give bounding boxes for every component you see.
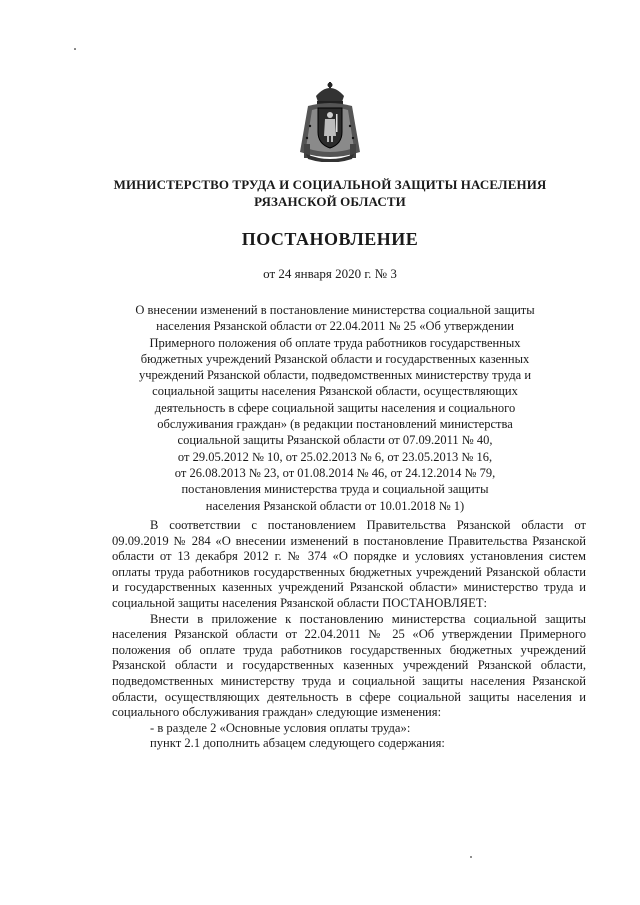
document-title: ПОСТАНОВЛЕНИЕ (241, 229, 419, 249)
body-paragraph-clause: пункт 2.1 дополнить абзацем следующего содержания: (150, 736, 445, 751)
body-paragraph-preamble: В соответствии с постановлением Правительства Рязанской области от 09.09.2019 № 284 «О внесении изменений в постановление Правительства Рязанской области от 13 декабря 2012 г. № 374 «О порядке и условиях установления систем оплаты труда работников государственных бюджетных учреждений Рязанской области и государственных казенных учреждений Рязанской области» министерство труда и социальной защиты населения Рязанской области ПОСТАНОВЛЯЕТ: (112, 518, 586, 610)
ministry-name-line-2: РЯЗАНСКОЙ ОБЛАСТИ (254, 194, 406, 209)
scan-speck (470, 856, 472, 858)
subject-line: учреждений Рязанской области, подведомственных министерству труда и (138, 368, 532, 383)
subject-line: населения Рязанской области от 10.01.2018 № 1) (205, 498, 465, 513)
body-paragraph-amendment: Внести в приложение к постановлению министерства социальной защиты населения Рязанской области от 22.04.2011 № 25 «Об утверждении Примерного положения об оплате труда работников государственных бюджетных учреждений Рязанской области и государственных казенных учреждений Рязанской области, подведомственных министерству труда и социальной защиты населения Рязанской области, осуществляющих деятельность в сфере социальной защиты населения и социального обслуживания граждан» следующие изменения: (112, 611, 586, 720)
subject-line: социальной защиты населения Рязанской области, осуществляющих (152, 384, 518, 399)
ministry-name-line-1: МИНИСТЕРСТВО ТРУДА И СОЦИАЛЬНОЙ ЗАЩИТЫ НАСЕЛЕНИЯ (113, 177, 547, 192)
subject-line: постановления министерства труда и социальной защиты (181, 482, 489, 497)
subject-line: от 29.05.2012 № 10, от 25.02.2013 № 6, от 23.05.2013 № 16, (177, 449, 493, 464)
ryazan-coat-of-arms-icon (298, 82, 362, 162)
document-date-number: от 24 января 2020 г. № 3 (263, 266, 397, 281)
subject-line: населения Рязанской области от 22.04.2011 № 25 «Об утверждении (156, 319, 514, 334)
subject-line: О внесении изменений в постановление министерства социальной защиты (135, 303, 535, 317)
subject-line: Примерного положения об оплате труда работников государственных (149, 335, 521, 350)
body-paragraph-section: - в разделе 2 «Основные условия оплаты труда»: (150, 720, 411, 735)
ministry-name (60, 176, 600, 210)
subject-line: деятельность в сфере социальной защиты населения и социального (154, 400, 516, 415)
subject-line: обслуживания граждан» (в редакции постановлений министерства (157, 417, 513, 432)
subject-line: социальной защиты Рязанской области от 07.09.2011 № 40, (177, 433, 493, 448)
subject-line: от 26.08.2013 № 23, от 01.08.2014 № 46, от 24.12.2014 № 79, (174, 465, 496, 480)
document-subject (110, 302, 560, 514)
document-body (112, 518, 586, 752)
subject-line: бюджетных учреждений Рязанской области и государственных казенных (140, 351, 530, 366)
scan-speck (74, 48, 76, 50)
